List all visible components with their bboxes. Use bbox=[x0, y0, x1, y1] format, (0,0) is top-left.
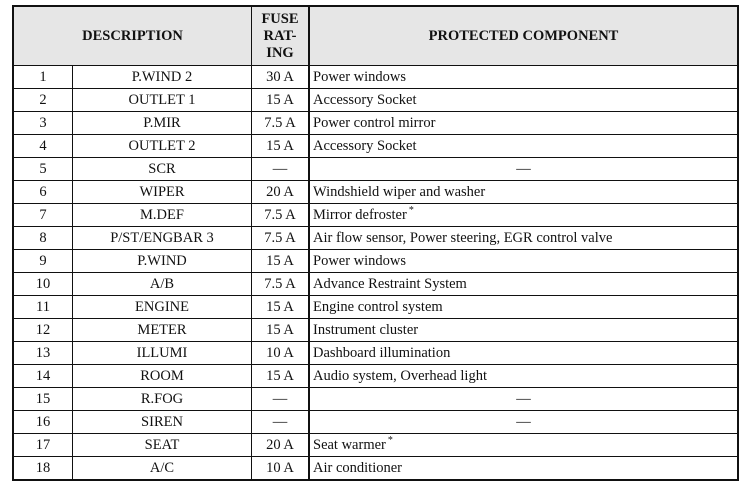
fuse-number: 11 bbox=[13, 296, 73, 319]
fuse-rating: 7.5 A bbox=[252, 273, 310, 296]
fuse-number: 1 bbox=[13, 66, 73, 89]
table-row bbox=[13, 204, 738, 227]
fuse-description: P/ST/ENGBAR 3 bbox=[73, 227, 252, 250]
protected-component bbox=[309, 66, 738, 89]
protected-component bbox=[309, 273, 738, 296]
fuse-description: WIPER bbox=[73, 181, 252, 204]
fuse-rating: 15 A bbox=[252, 296, 310, 319]
table-row bbox=[13, 273, 738, 296]
protected-component bbox=[309, 365, 738, 388]
fuse-number: 4 bbox=[13, 135, 73, 158]
protected-component bbox=[309, 158, 738, 181]
table-row bbox=[13, 250, 738, 273]
protected-component bbox=[309, 342, 738, 365]
fuse-description: P.WIND 2 bbox=[73, 66, 252, 89]
component-text: Seat warmer bbox=[313, 437, 386, 453]
table-row bbox=[13, 66, 738, 89]
table-row bbox=[13, 112, 738, 135]
fuse-rating: 10 A bbox=[252, 457, 310, 481]
component-text: Power control mirror bbox=[313, 115, 436, 131]
header-row bbox=[13, 6, 738, 66]
protected-component bbox=[309, 112, 738, 135]
protected-component bbox=[309, 135, 738, 158]
header-protected-component: PROTECTED COMPONENT bbox=[309, 6, 738, 66]
fuse-description: A/B bbox=[73, 273, 252, 296]
fuse-description: OUTLET 2 bbox=[73, 135, 252, 158]
fuse-number: 14 bbox=[13, 365, 73, 388]
fuse-description: ILLUMI bbox=[73, 342, 252, 365]
fuse-number: 8 bbox=[13, 227, 73, 250]
protected-component bbox=[309, 204, 738, 227]
protected-component bbox=[309, 89, 738, 112]
fuse-rating: 7.5 A bbox=[252, 112, 310, 135]
fuse-rating: — bbox=[252, 411, 310, 434]
fuse-number: 2 bbox=[13, 89, 73, 112]
fuse-rating: — bbox=[252, 158, 310, 181]
fuse-table bbox=[12, 5, 739, 481]
table-row bbox=[13, 135, 738, 158]
component-text: Accessory Socket bbox=[313, 92, 417, 108]
fuse-description: P.MIR bbox=[73, 112, 252, 135]
fuse-description: OUTLET 1 bbox=[73, 89, 252, 112]
component-text: Windshield wiper and washer bbox=[313, 184, 486, 200]
table-row bbox=[13, 365, 738, 388]
fuse-rating: 20 A bbox=[252, 181, 310, 204]
component-text: Advance Restraint System bbox=[313, 276, 467, 292]
fuse-description: R.FOG bbox=[73, 388, 252, 411]
fuse-description: SCR bbox=[73, 158, 252, 181]
protected-component bbox=[309, 250, 738, 273]
fuse-description: A/C bbox=[73, 457, 252, 481]
fuse-rating: 15 A bbox=[252, 89, 310, 112]
fuse-rating: 15 A bbox=[252, 365, 310, 388]
fuse-number: 13 bbox=[13, 342, 73, 365]
fuse-rating: 30 A bbox=[252, 66, 310, 89]
component-text: Accessory Socket bbox=[313, 138, 417, 154]
component-text: — bbox=[516, 414, 531, 430]
protected-component bbox=[309, 181, 738, 204]
protected-component bbox=[309, 434, 738, 457]
header-fuse-rating-line: ING bbox=[266, 44, 294, 61]
fuse-rating: 15 A bbox=[252, 135, 310, 158]
fuse-number: 17 bbox=[13, 434, 73, 457]
footnote-marker: * bbox=[387, 435, 393, 446]
component-text: — bbox=[516, 391, 531, 407]
table-row bbox=[13, 89, 738, 112]
component-text: Audio system, Overhead light bbox=[313, 368, 487, 384]
fuse-description: SIREN bbox=[73, 411, 252, 434]
fuse-number: 5 bbox=[13, 158, 73, 181]
fuse-rating: 7.5 A bbox=[252, 204, 310, 227]
fuse-description: METER bbox=[73, 319, 252, 342]
fuse-number: 18 bbox=[13, 457, 73, 481]
table-row bbox=[13, 434, 738, 457]
table-row bbox=[13, 227, 738, 250]
fuse-number: 10 bbox=[13, 273, 73, 296]
footnote-marker: * bbox=[408, 205, 414, 216]
protected-component bbox=[309, 319, 738, 342]
fuse-description: SEAT bbox=[73, 434, 252, 457]
header-description: DESCRIPTION bbox=[13, 6, 252, 66]
component-text: Power windows bbox=[313, 253, 407, 269]
fuse-number: 12 bbox=[13, 319, 73, 342]
fuse-number: 7 bbox=[13, 204, 73, 227]
table-row bbox=[13, 319, 738, 342]
protected-component bbox=[309, 296, 738, 319]
table-row bbox=[13, 457, 738, 481]
fuse-rating: 15 A bbox=[252, 319, 310, 342]
fuse-rating: 15 A bbox=[252, 250, 310, 273]
component-text: Engine control system bbox=[313, 299, 443, 315]
protected-component bbox=[309, 388, 738, 411]
header-fuse-rating-line: RAT- bbox=[263, 27, 297, 44]
protected-component bbox=[309, 411, 738, 434]
fuse-number: 16 bbox=[13, 411, 73, 434]
fuse-description: ROOM bbox=[73, 365, 252, 388]
table-row bbox=[13, 342, 738, 365]
protected-component bbox=[309, 457, 738, 481]
fuse-number: 6 bbox=[13, 181, 73, 204]
fuse-rating: 20 A bbox=[252, 434, 310, 457]
protected-component bbox=[309, 227, 738, 250]
table-row bbox=[13, 158, 738, 181]
fuse-description: M.DEF bbox=[73, 204, 252, 227]
component-text: Power windows bbox=[313, 69, 407, 85]
component-text: — bbox=[516, 161, 531, 177]
component-text: Dashboard illumination bbox=[313, 345, 451, 361]
table-row bbox=[13, 181, 738, 204]
fuse-rating: — bbox=[252, 388, 310, 411]
component-text: Air conditioner bbox=[313, 460, 402, 476]
fuse-number: 3 bbox=[13, 112, 73, 135]
component-text: Mirror defroster bbox=[313, 207, 407, 223]
header-fuse-rating bbox=[252, 6, 310, 66]
fuse-description: P.WIND bbox=[73, 250, 252, 273]
table-row bbox=[13, 388, 738, 411]
fuse-number: 9 bbox=[13, 250, 73, 273]
fuse-rating: 10 A bbox=[252, 342, 310, 365]
fuse-number: 15 bbox=[13, 388, 73, 411]
fuse-rating: 7.5 A bbox=[252, 227, 310, 250]
component-text: Instrument cluster bbox=[313, 322, 419, 338]
fuse-description: ENGINE bbox=[73, 296, 252, 319]
table-row bbox=[13, 411, 738, 434]
header-fuse-rating-line: FUSE bbox=[261, 10, 299, 27]
component-text: Air flow sensor, Power steering, EGR control valve bbox=[313, 230, 613, 246]
table-row bbox=[13, 296, 738, 319]
